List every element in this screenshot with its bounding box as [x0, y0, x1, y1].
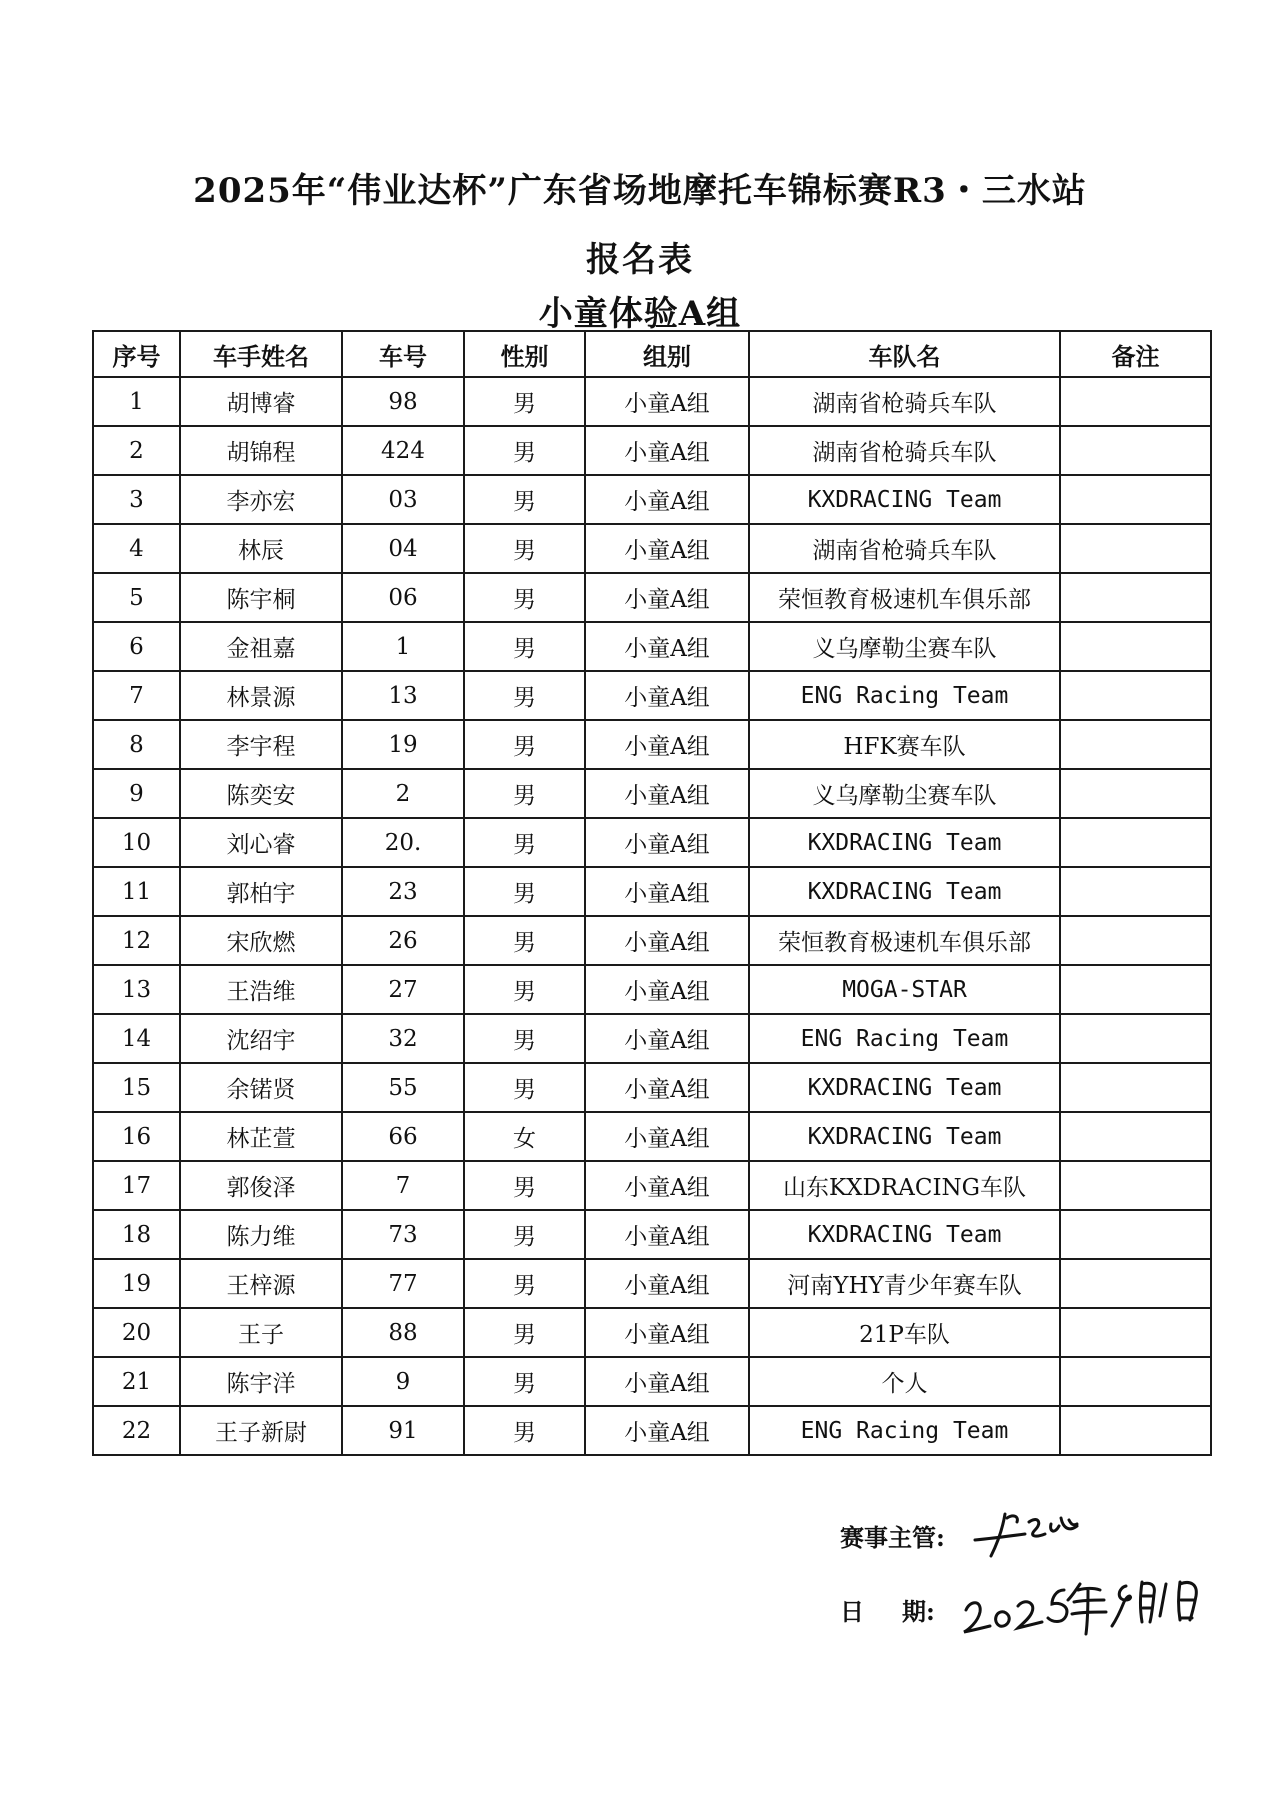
table-row	[93, 818, 1211, 867]
rider-name-cell: 陈奕安	[180, 769, 342, 818]
rider-name-cell: 余锘贤	[180, 1063, 342, 1112]
team-cell: 21P车队	[749, 1308, 1060, 1357]
rider-name-cell: 刘心睿	[180, 818, 342, 867]
table-row	[93, 1161, 1211, 1210]
document-title: 2025年“伟业达杯”广东省场地摩托车锦标赛R3・三水站	[193, 171, 1087, 211]
group-cell: 小童A组	[585, 1308, 749, 1357]
gender-cell: 男	[464, 720, 585, 769]
rider-name-cell: 胡博睿	[180, 377, 342, 426]
bike-number-cell: 88	[342, 1308, 464, 1357]
group-cell: 小童A组	[585, 377, 749, 426]
group-cell: 小童A组	[585, 1259, 749, 1308]
note-cell	[1060, 475, 1211, 524]
gender-cell: 男	[464, 475, 585, 524]
note-cell	[1060, 1406, 1211, 1455]
team-cell: 荣恒教育极速机车俱乐部	[749, 573, 1060, 622]
row-number-cell: 9	[93, 769, 180, 818]
header-cell: 性别	[464, 331, 585, 377]
note-cell	[1060, 1161, 1211, 1210]
group-cell: 小童A组	[585, 622, 749, 671]
rider-name-cell: 宋欣燃	[180, 916, 342, 965]
row-number-cell: 11	[93, 867, 180, 916]
header-cell: 车队名	[749, 331, 1060, 377]
note-cell	[1060, 720, 1211, 769]
gender-cell: 男	[464, 1259, 585, 1308]
group-title: 小童体验A组	[538, 294, 742, 334]
rider-name-cell: 王梓源	[180, 1259, 342, 1308]
rider-name-cell: 李亦宏	[180, 475, 342, 524]
gender-cell: 男	[464, 867, 585, 916]
team-cell: KXDRACING Team	[749, 475, 1060, 524]
gender-cell: 男	[464, 769, 585, 818]
rider-name-cell: 胡锦程	[180, 426, 342, 475]
row-number-cell: 8	[93, 720, 180, 769]
table-row	[93, 1308, 1211, 1357]
row-number-cell: 1	[93, 377, 180, 426]
team-cell: KXDRACING Team	[749, 1112, 1060, 1161]
note-cell	[1060, 818, 1211, 867]
row-number-cell: 12	[93, 916, 180, 965]
team-cell: KXDRACING Team	[749, 1063, 1060, 1112]
group-cell: 小童A组	[585, 1406, 749, 1455]
table-header-row	[93, 331, 1211, 377]
date-label	[840, 1592, 935, 1627]
supervisor-label: 赛事主管:	[840, 1523, 945, 1552]
gender-cell: 男	[464, 1308, 585, 1357]
group-cell: 小童A组	[585, 818, 749, 867]
row-number-cell: 19	[93, 1259, 180, 1308]
table-row	[93, 1259, 1211, 1308]
bike-number-cell: 73	[342, 1210, 464, 1259]
date-label-part: 期:	[902, 1597, 935, 1626]
team-cell: KXDRACING Team	[749, 818, 1060, 867]
table-row	[93, 1406, 1211, 1455]
gender-cell: 男	[464, 1161, 585, 1210]
bike-number-cell: 06	[342, 573, 464, 622]
bike-number-cell: 1	[342, 622, 464, 671]
note-cell	[1060, 1112, 1211, 1161]
table-row	[93, 720, 1211, 769]
bike-number-cell: 66	[342, 1112, 464, 1161]
team-cell: 湖南省枪骑兵车队	[749, 426, 1060, 475]
handwritten-date	[960, 1560, 1230, 1640]
team-cell: KXDRACING Team	[749, 867, 1060, 916]
team-cell: 山东KXDRACING车队	[749, 1161, 1060, 1210]
group-cell: 小童A组	[585, 720, 749, 769]
table-row	[93, 426, 1211, 475]
row-number-cell: 6	[93, 622, 180, 671]
table-row	[93, 1357, 1211, 1406]
bike-number-cell: 13	[342, 671, 464, 720]
table-row	[93, 524, 1211, 573]
gender-cell: 男	[464, 818, 585, 867]
group-cell: 小童A组	[585, 475, 749, 524]
row-number-cell: 15	[93, 1063, 180, 1112]
gender-cell: 男	[464, 377, 585, 426]
table-row	[93, 965, 1211, 1014]
note-cell	[1060, 1357, 1211, 1406]
bike-number-cell: 77	[342, 1259, 464, 1308]
bike-number-cell: 55	[342, 1063, 464, 1112]
row-number-cell: 16	[93, 1112, 180, 1161]
rider-name-cell: 沈绍宇	[180, 1014, 342, 1063]
gender-cell: 男	[464, 916, 585, 965]
group-cell: 小童A组	[585, 769, 749, 818]
table-row	[93, 916, 1211, 965]
group-cell: 小童A组	[585, 573, 749, 622]
table-row	[93, 573, 1211, 622]
table-row	[93, 671, 1211, 720]
row-number-cell: 2	[93, 426, 180, 475]
gender-cell: 男	[464, 573, 585, 622]
rider-name-cell: 李宇程	[180, 720, 342, 769]
note-cell	[1060, 1014, 1211, 1063]
team-cell: 义乌摩勒尘赛车队	[749, 769, 1060, 818]
row-number-cell: 13	[93, 965, 180, 1014]
rider-name-cell: 陈宇洋	[180, 1357, 342, 1406]
bike-number-cell: 91	[342, 1406, 464, 1455]
row-number-cell: 21	[93, 1357, 180, 1406]
team-cell: MOGA-STAR	[749, 965, 1060, 1014]
note-cell	[1060, 1063, 1211, 1112]
bike-number-cell: 27	[342, 965, 464, 1014]
row-number-cell: 17	[93, 1161, 180, 1210]
note-cell	[1060, 524, 1211, 573]
gender-cell: 女	[464, 1112, 585, 1161]
table-row	[93, 1210, 1211, 1259]
group-cell: 小童A组	[585, 524, 749, 573]
bike-number-cell: 2	[342, 769, 464, 818]
rider-name-cell: 陈力维	[180, 1210, 342, 1259]
table-row	[93, 377, 1211, 426]
row-number-cell: 20	[93, 1308, 180, 1357]
header-cell: 组别	[585, 331, 749, 377]
group-cell: 小童A组	[585, 1112, 749, 1161]
note-cell	[1060, 573, 1211, 622]
gender-cell: 男	[464, 524, 585, 573]
table-row	[93, 1063, 1211, 1112]
table-row	[93, 622, 1211, 671]
team-cell: 荣恒教育极速机车俱乐部	[749, 916, 1060, 965]
registration-table	[92, 330, 1212, 1456]
group-cell: 小童A组	[585, 1161, 749, 1210]
rider-name-cell: 林景源	[180, 671, 342, 720]
team-cell: 个人	[749, 1357, 1060, 1406]
gender-cell: 男	[464, 1357, 585, 1406]
gender-cell: 男	[464, 1063, 585, 1112]
note-cell	[1060, 769, 1211, 818]
rider-name-cell: 林芷萱	[180, 1112, 342, 1161]
team-cell: HFK赛车队	[749, 720, 1060, 769]
group-cell: 小童A组	[585, 867, 749, 916]
note-cell	[1060, 671, 1211, 720]
rider-name-cell: 王子	[180, 1308, 342, 1357]
gender-cell: 男	[464, 426, 585, 475]
row-number-cell: 7	[93, 671, 180, 720]
bike-number-cell: 9	[342, 1357, 464, 1406]
note-cell	[1060, 1308, 1211, 1357]
bike-number-cell: 03	[342, 475, 464, 524]
row-number-cell: 4	[93, 524, 180, 573]
gender-cell: 男	[464, 965, 585, 1014]
note-cell	[1060, 867, 1211, 916]
bike-number-cell: 7	[342, 1161, 464, 1210]
table-row	[93, 1014, 1211, 1063]
header-cell: 车手姓名	[180, 331, 342, 377]
header-cell: 车号	[342, 331, 464, 377]
team-cell: 湖南省枪骑兵车队	[749, 524, 1060, 573]
team-cell: 湖南省枪骑兵车队	[749, 377, 1060, 426]
table-row	[93, 769, 1211, 818]
header-cell: 序号	[93, 331, 180, 377]
gender-cell: 男	[464, 1014, 585, 1063]
rider-name-cell: 王子新尉	[180, 1406, 342, 1455]
note-cell	[1060, 1259, 1211, 1308]
team-cell: 河南YHY青少年赛车队	[749, 1259, 1060, 1308]
bike-number-cell: 424	[342, 426, 464, 475]
team-cell: 义乌摩勒尘赛车队	[749, 622, 1060, 671]
row-number-cell: 22	[93, 1406, 180, 1455]
table-row	[93, 475, 1211, 524]
rider-name-cell: 林辰	[180, 524, 342, 573]
gender-cell: 男	[464, 622, 585, 671]
note-cell	[1060, 622, 1211, 671]
note-cell	[1060, 965, 1211, 1014]
bike-number-cell: 04	[342, 524, 464, 573]
group-cell: 小童A组	[585, 1357, 749, 1406]
bike-number-cell: 98	[342, 377, 464, 426]
rider-name-cell: 陈宇桐	[180, 573, 342, 622]
table-row	[93, 867, 1211, 916]
row-number-cell: 10	[93, 818, 180, 867]
team-cell: KXDRACING Team	[749, 1210, 1060, 1259]
bike-number-cell: 26	[342, 916, 464, 965]
gender-cell: 男	[464, 1406, 585, 1455]
table-body	[93, 377, 1211, 1455]
note-cell	[1060, 377, 1211, 426]
bike-number-cell: 23	[342, 867, 464, 916]
group-cell: 小童A组	[585, 1210, 749, 1259]
bike-number-cell: 32	[342, 1014, 464, 1063]
gender-cell: 男	[464, 671, 585, 720]
team-cell: ENG Racing Team	[749, 671, 1060, 720]
row-number-cell: 5	[93, 573, 180, 622]
rider-name-cell: 郭俊泽	[180, 1161, 342, 1210]
team-cell: ENG Racing Team	[749, 1406, 1060, 1455]
row-number-cell: 3	[93, 475, 180, 524]
group-cell: 小童A组	[585, 965, 749, 1014]
bike-number-cell: 20.	[342, 818, 464, 867]
group-cell: 小童A组	[585, 1014, 749, 1063]
rider-name-cell: 郭柏宇	[180, 867, 342, 916]
team-cell: ENG Racing Team	[749, 1014, 1060, 1063]
table-row	[93, 1112, 1211, 1161]
rider-name-cell: 金祖嘉	[180, 622, 342, 671]
group-cell: 小童A组	[585, 426, 749, 475]
date-label-part: 日	[840, 1597, 864, 1626]
header-cell: 备注	[1060, 331, 1211, 377]
bike-number-cell: 19	[342, 720, 464, 769]
group-cell: 小童A组	[585, 916, 749, 965]
document-subtitle: 报名表	[586, 240, 694, 280]
gender-cell: 男	[464, 1210, 585, 1259]
note-cell	[1060, 1210, 1211, 1259]
rider-name-cell: 王浩维	[180, 965, 342, 1014]
group-cell: 小童A组	[585, 671, 749, 720]
group-cell: 小童A组	[585, 1063, 749, 1112]
row-number-cell: 18	[93, 1210, 180, 1259]
note-cell	[1060, 426, 1211, 475]
note-cell	[1060, 916, 1211, 965]
row-number-cell: 14	[93, 1014, 180, 1063]
